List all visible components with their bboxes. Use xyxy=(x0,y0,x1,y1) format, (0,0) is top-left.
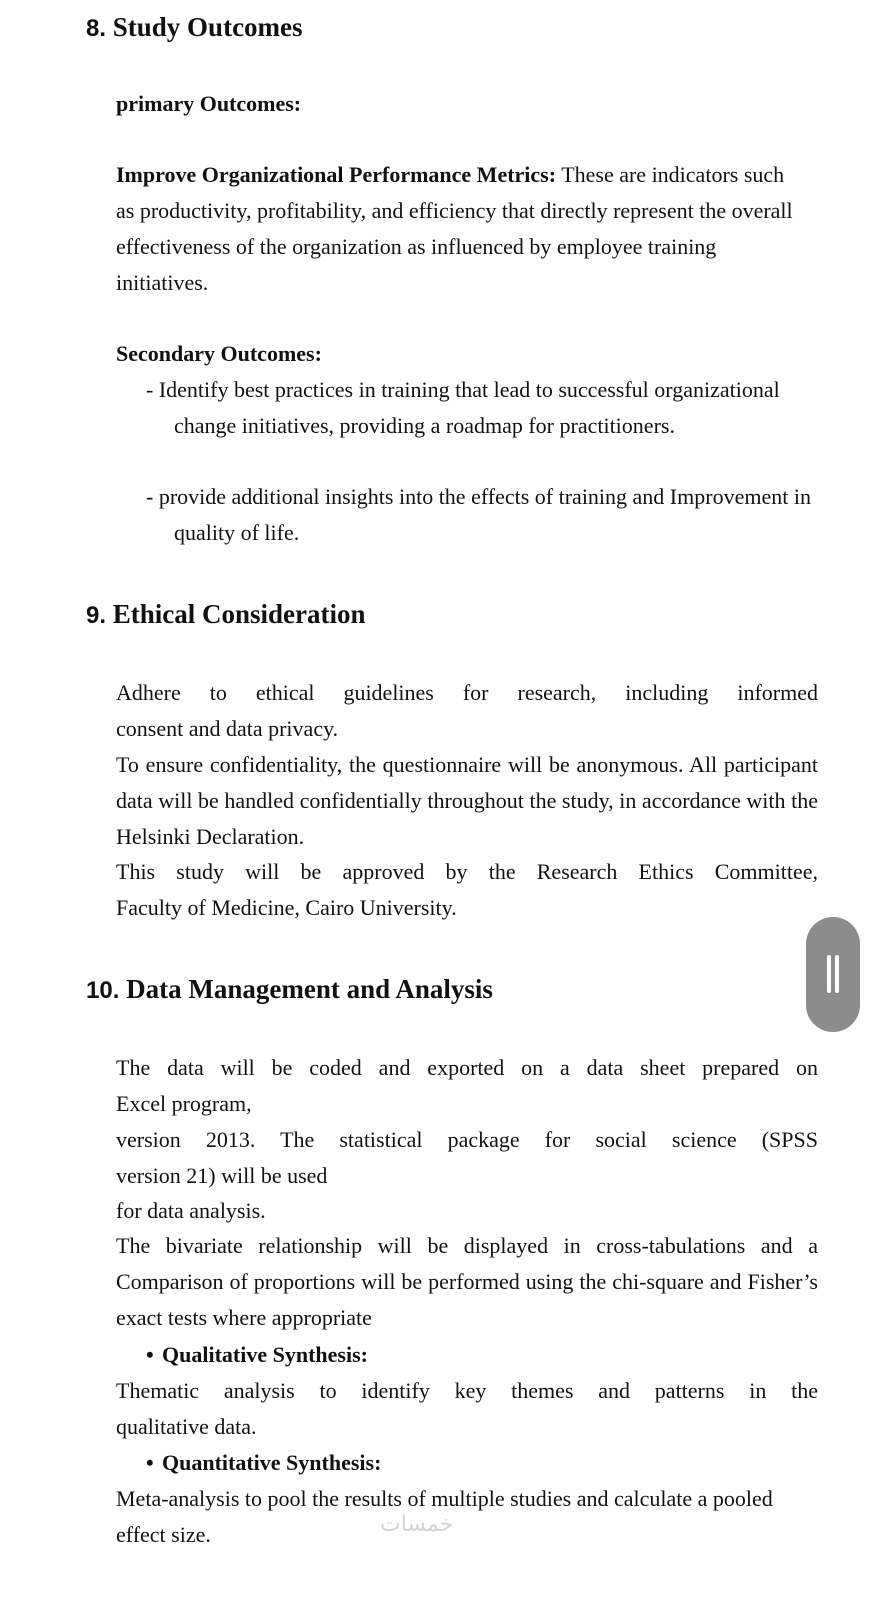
data-paragraph-1-line-2: Excel program, xyxy=(116,1091,252,1116)
qualitative-text-line-1: Thematic analysis to identify key themes and patterns in the xyxy=(116,1378,818,1403)
double-bar-grip-icon xyxy=(835,955,839,993)
section-9-number: 9. xyxy=(86,602,107,629)
scroll-handle[interactable] xyxy=(806,917,860,1032)
secondary-outcome-item-2: - provide additional insights into the effects of training and Improvement in quality of life. xyxy=(146,484,811,545)
bullet-icon: • xyxy=(146,1450,154,1475)
qualitative-text-line-2: qualitative data. xyxy=(116,1414,257,1439)
secondary-outcomes-heading: Secondary Outcomes: xyxy=(116,341,322,366)
section-8-title: Study Outcomes xyxy=(112,12,303,42)
data-paragraph-4: The bivariate relationship will be displayed in cross-tabulations and a Comparison of proportions will be performed using the chi-square and Fisher’s exact tests where appropriate xyxy=(116,1233,818,1330)
section-9-title: Ethical Consideration xyxy=(112,599,366,629)
section-8-number: 8. xyxy=(86,15,107,42)
ethics-paragraph-3-line-1: This study will be approved by the Research Ethics Committee, xyxy=(116,859,818,884)
qualitative-synthesis-heading: Qualitative Synthesis: xyxy=(162,1342,368,1367)
data-paragraph-1-line-1: The data will be coded and exported on a data sheet prepared on xyxy=(116,1055,818,1080)
section-10-heading xyxy=(86,972,493,1008)
primary-outcomes-heading: primary Outcomes: xyxy=(116,91,302,116)
primary-outcome-term: Improve Organizational Performance Metrics: xyxy=(116,162,557,187)
bullet-icon: • xyxy=(146,1342,154,1367)
quantitative-synthesis-heading: Quantitative Synthesis: xyxy=(162,1450,382,1475)
section-10-number: 10. xyxy=(86,977,120,1004)
data-paragraph-2-line-1: version 2013. The statistical package for social science (SPSS xyxy=(116,1127,818,1152)
section-8-heading xyxy=(86,10,303,46)
ethics-paragraph-1-line-1: Adhere to ethical guidelines for research, including informed xyxy=(116,680,818,705)
quantitative-text: Meta-analysis to pool the results of multiple studies and calculate a pooled effect size. xyxy=(116,1486,773,1547)
primary-outcome-paragraph xyxy=(116,157,796,301)
double-bar-grip-icon xyxy=(827,955,831,993)
section-9-heading xyxy=(86,597,366,633)
data-paragraph-2-line-2: version 21) will be used xyxy=(116,1163,328,1188)
ethics-paragraph-2: To ensure confidentiality, the questionnaire will be anonymous. All participant data will be handled confidentially throughout the study, in accordance with the Helsinki Declaration. xyxy=(116,752,818,849)
data-paragraph-3: for data analysis. xyxy=(116,1198,266,1223)
quantitative-synthesis-bullet xyxy=(146,1445,381,1481)
secondary-outcome-item-1: - Identify best practices in training that lead to successful organizational change initiatives, providing a roadmap for practitioners. xyxy=(146,377,780,438)
section-10-title: Data Management and Analysis xyxy=(126,974,493,1004)
primary-outcome-text: These are indicators such as productivity, profitability, and efficiency that directly represent the overall effectiveness of the organization as influenced by employee training initiatives. xyxy=(116,162,793,295)
ethics-paragraph-3-line-2: Faculty of Medicine, Cairo University. xyxy=(116,895,457,920)
watermark-logo: خمسات xyxy=(380,1512,454,1537)
qualitative-synthesis-bullet xyxy=(146,1337,368,1373)
ethics-paragraph-1-line-2: consent and data privacy. xyxy=(116,716,339,741)
